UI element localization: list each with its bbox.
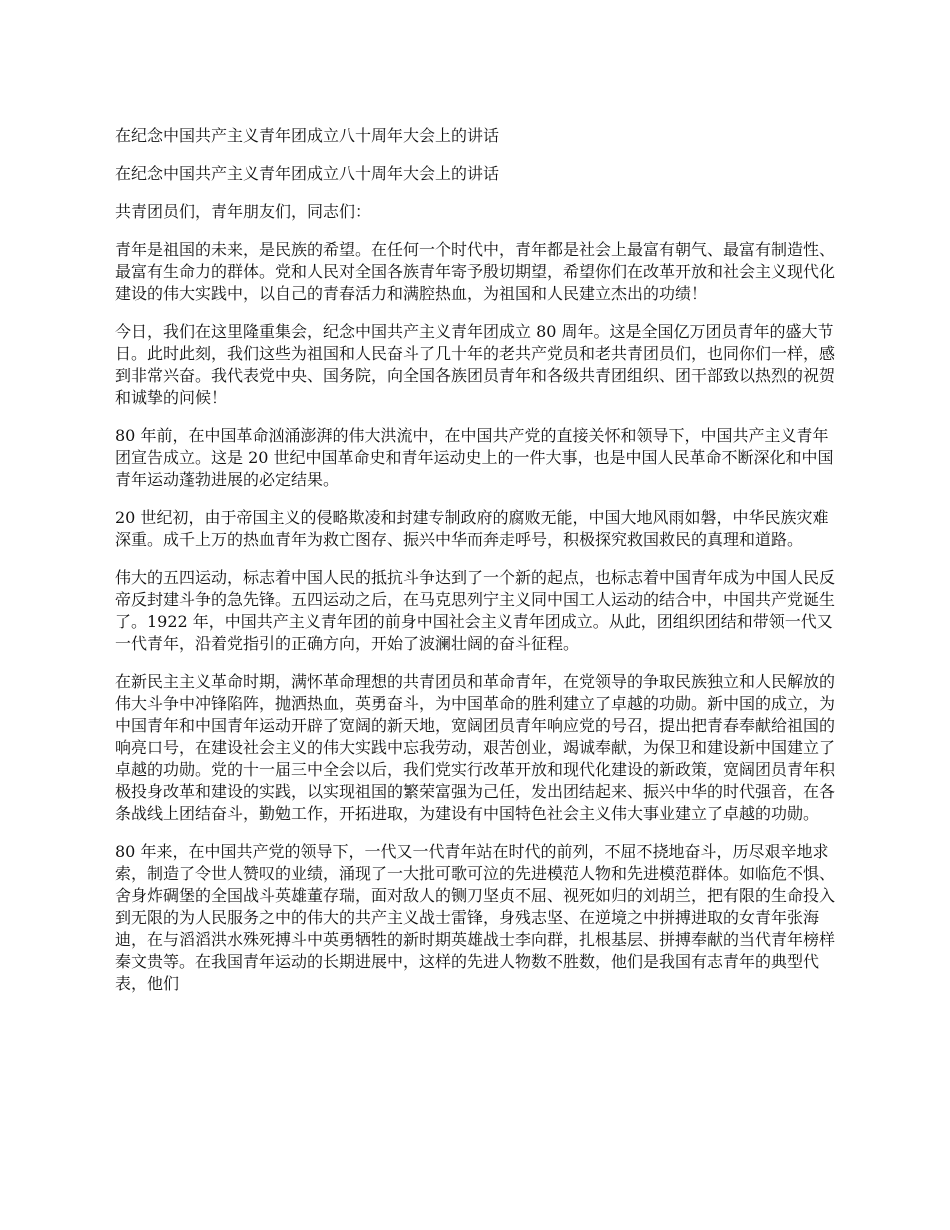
- document-body: [115, 125, 840, 1011]
- paragraph-4: 20 世纪初，由于帝国主义的侵略欺凌和封建专制政府的腐败无能，中国大地风雨如磐，中华民族灾难深重。成千上万的热血青年为救亡图存、振兴中华而奔走呼号，积极探究救国救民的真理和道路。: [115, 508, 829, 549]
- paragraph-1: 青年是祖国的未来，是民族的希望。在任何一个时代中，青年都是社会上最富有朝气、最富有制造性、最富有生命力的群体。党和人民对全国各族青年寄予殷切期望，希望你们在改革开放和社会主义现代化建设的伟大实践中，以自己的青春活力和满腔热血，为祖国和人民建立杰出的功绩！: [115, 240, 836, 303]
- document-subtitle: 在纪念中国共产主义青年团成立八十周年大会上的讲话: [115, 164, 500, 183]
- paragraph-6: 在新民主主义革命时期，满怀革命理想的共青团员和革命青年，在党领导的争取民族独立和人民解放的伟大斗争中冲锋陷阵，抛洒热血，英勇奋斗，为中国革命的胜利建立了卓越的功勋。新中国的成立，为中国青年和中国青年运动开辟了宽阔的新天地，宽阔团员青年响应党的号召，提出把青春奉献给祖国的响亮口号，在建设社会主义的伟大实践中忘我劳动，艰苦创业，竭诚奉献，为保卫和建设新中国建立了卓越的功勋。党的十一届三中全会以后，我们党实行改革开放和现代化建设的新政策，宽阔团员青年积极投身改革和建设的实践，以实现祖国的繁荣富强为己任，发出团结起来、振兴中华的时代强音，在各条战线上团结奋斗，勤勉工作，开拓进取，为建设有中国特色社会主义伟大事业建立了卓越的功勋。: [115, 672, 836, 823]
- document-title: 在纪念中国共产主义青年团成立八十周年大会上的讲话: [115, 126, 500, 145]
- salutation: 共青团员们，青年朋友们，同志们：: [115, 202, 372, 221]
- paragraph-5: 伟大的五四运动，标志着中国人民的抵抗斗争达到了一个新的起点，也标志着中国青年成为中国人民反帝反封建斗争的急先锋。五四运动之后，在马克思列宁主义同中国工人运动的结合中，中国共产党诞生了。1922 年，中国共产主义青年团的前身中国社会主义青年团成立。从此，团组织团结和带领一代又一代青年，沿着党指引的正确方向，开始了波澜壮阔的奋斗征程。: [115, 568, 836, 653]
- paragraph-3: 80 年前，在中国革命汹涌澎湃的伟大洪流中，在中国共产党的直接关怀和领导下，中国共产主义青年团宣告成立。这是 20 世纪中国革命史和青年运动史上的一件大事，也是中国人民革命不断深化和中国青年运动蓬勃进展的必定结果。: [115, 426, 834, 489]
- paragraph-2: 今日，我们在这里隆重集会，纪念中国共产主义青年团成立 80 周年。这是全国亿万团员青年的盛大节日。此时此刻，我们这些为祖国和人民奋斗了几十年的老共产党员和老共青团员们，也同你们一样，感到非常兴奋。我代表党中央、国务院，向全国各族团员青年和各级共青团组织、团干部致以热烈的祝贺和诚挚的问候！: [115, 322, 836, 407]
- paragraph-7: 80 年来，在中国共产党的领导下，一代又一代青年站在时代的前列，不屈不挠地奋斗，历尽艰辛地求索，制造了令世人赞叹的业绩，涌现了一大批可歌可泣的先进模范人物和先进模范群体。如临危不惧、舍身炸碉堡的全国战斗英雄董存瑞，面对敌人的铡刀坚贞不屈、视死如归的刘胡兰，把有限的生命投入到无限的为人民服务之中的伟大的共产主义战士雷锋，身残志坚、在逆境之中拼搏进取的女青年张海迪，在与滔滔洪水殊死搏斗中英勇牺牲的新时期英雄战士李向群，扎根基层、拼搏奉献的当代青年榜样秦文贵等。在我国青年运动的长期进展中，这样的先进人物数不胜数，他们是我国有志青年的典型代表，他们: [115, 842, 836, 993]
